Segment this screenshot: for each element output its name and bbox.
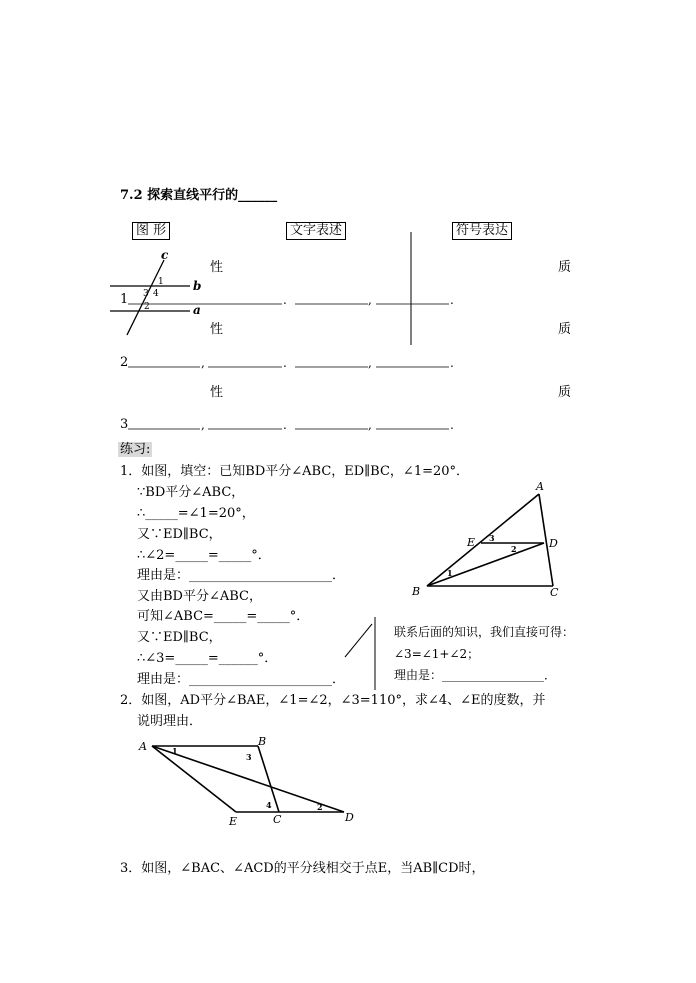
fig2-angle-3: 3 bbox=[246, 752, 252, 762]
svg-text:,: , bbox=[201, 356, 205, 370]
row-number-2: 2 bbox=[120, 355, 129, 370]
q1-line-8: 可知∠ABC=_____=_____°． bbox=[137, 609, 310, 624]
row-number-1: 1 bbox=[120, 292, 129, 307]
fig1-angle-2: 2 bbox=[511, 544, 517, 554]
fig1-E: E bbox=[467, 536, 476, 549]
fig2-A: A bbox=[139, 740, 147, 753]
side-note-line-2: ∠3=∠1+∠2； bbox=[394, 647, 480, 661]
q1-line-1: 1．如图，填空：已知BD平分∠ABC，ED∥BC，∠1=20°． bbox=[120, 464, 470, 479]
q3-line-1: 3．如图，∠BAC、∠ACD的平分线相交于点E，当AB∥CD时， bbox=[120, 861, 485, 876]
property-2-left: 性 bbox=[210, 322, 224, 337]
q1-line-6: 理由是：______________________． bbox=[137, 568, 346, 583]
property-1-left: 性 bbox=[210, 260, 224, 275]
fig2-angle-4: 4 bbox=[266, 800, 272, 810]
row-number-3: 3 bbox=[120, 417, 129, 432]
svg-text:,: , bbox=[368, 293, 372, 307]
q2-line-1: 2．如图，AD平分∠BAE，∠1=∠2，∠3=110°，求∠4、∠E的度数，并 bbox=[120, 693, 546, 708]
svg-text:.: . bbox=[283, 293, 287, 307]
q1-line-10: ∴∠3=_____=______°． bbox=[137, 651, 278, 666]
svg-text:.: . bbox=[283, 356, 287, 370]
svg-text:.: . bbox=[450, 356, 454, 370]
practice-heading: 练习: bbox=[120, 442, 151, 457]
fig2-angle-1: 1 bbox=[172, 746, 178, 756]
fig2-B: B bbox=[258, 735, 267, 748]
fig2-C: C bbox=[273, 813, 282, 826]
fig2-E: E bbox=[229, 815, 238, 828]
q1-line-11: 理由是：______________________． bbox=[137, 672, 346, 687]
fig1-A: A bbox=[536, 480, 544, 493]
angle-2: 2 bbox=[144, 302, 150, 312]
property-1-right: 质 bbox=[558, 260, 572, 275]
q2-line-2: 说明理由． bbox=[137, 714, 203, 729]
svg-text:.: . bbox=[450, 293, 454, 307]
page-title: 7.2 探索直线平行的______ bbox=[120, 188, 278, 203]
svg-text:,: , bbox=[368, 418, 372, 432]
angle-3: 3 bbox=[143, 289, 149, 299]
fig1-C: C bbox=[550, 586, 559, 599]
q1-line-4: 又∵ED∥BC， bbox=[137, 527, 222, 542]
property-3-left: 性 bbox=[210, 385, 224, 400]
angle-1: 1 bbox=[158, 277, 164, 287]
q1-line-5: ∴∠2=_____=_____°． bbox=[137, 548, 271, 563]
q1-line-7: 又由BD平分∠ABC， bbox=[137, 589, 262, 604]
q1-line-9: 又∵ED∥BC， bbox=[137, 630, 222, 645]
fig1-B: B bbox=[412, 585, 421, 598]
label-c: c bbox=[161, 248, 169, 262]
symbol-column-label: 符号表达 bbox=[452, 222, 512, 240]
text-column-label: 文字表述 bbox=[286, 222, 346, 240]
property-3-right: 质 bbox=[558, 385, 572, 400]
property-2-right: 质 bbox=[558, 322, 572, 337]
label-a: a bbox=[193, 303, 201, 317]
side-note-line-1: 联系后面的知识，我们直接可得： bbox=[394, 625, 575, 639]
fig1-angle-1: 1 bbox=[447, 568, 453, 578]
angle-4: 4 bbox=[153, 289, 159, 299]
fig2-D: D bbox=[345, 811, 354, 824]
label-b: b bbox=[193, 279, 202, 293]
svg-text:,: , bbox=[201, 418, 205, 432]
q1-line-3: ∴_____=∠1=20°， bbox=[137, 506, 255, 521]
parallel-lines-figure bbox=[110, 248, 201, 335]
fig2-angle-2: 2 bbox=[317, 802, 323, 812]
svg-text:.: . bbox=[283, 418, 287, 432]
fig1-D: D bbox=[549, 537, 558, 550]
q1-line-2: ∵BD平分∠ABC， bbox=[137, 485, 245, 500]
figure-column-label: 图 形 bbox=[132, 222, 170, 240]
svg-text:,: , bbox=[368, 356, 372, 370]
svg-text:.: . bbox=[450, 418, 454, 432]
side-note-line-3: 理由是：_________________． bbox=[394, 668, 557, 682]
fig1-angle-3: 3 bbox=[489, 533, 495, 543]
